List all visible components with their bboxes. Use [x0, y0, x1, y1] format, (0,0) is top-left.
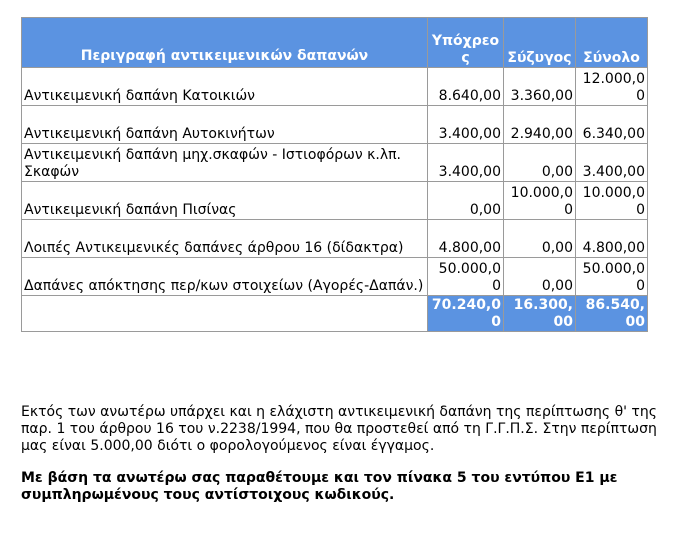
table-row: [22, 182, 648, 220]
table-row: [22, 106, 648, 144]
table-row: [22, 68, 648, 106]
row-taxpayer: 8.640,00: [428, 68, 504, 106]
row-total: 12.000,00: [576, 68, 648, 106]
header-taxpayer: Υπόχρεος: [428, 18, 504, 68]
table-row: [22, 144, 648, 182]
row-description: Αντικειμενική δαπάνη Κατοικιών: [22, 68, 428, 106]
row-spouse: 0,00: [504, 258, 576, 296]
total-spouse: 16.300,00: [504, 296, 576, 332]
row-spouse: 2.940,00: [504, 106, 576, 144]
row-spouse: 3.360,00: [504, 68, 576, 106]
row-total: 50.000,00: [576, 258, 648, 296]
row-spouse: 0,00: [504, 220, 576, 258]
note-table-reference: Με βάση τα ανωτέρω σας παραθέτουμε και τον πίνακα 5 του εντύπου Ε1 με συμπληρωμένους τους αντίστοιχους κωδικούς.: [21, 470, 618, 503]
row-description: Λοιπές Αντικειμενικές δαπάνες άρθρου 16 (δίδακτρα): [22, 220, 428, 258]
header-description: Περιγραφή αντικειμενικών δαπανών: [22, 18, 428, 68]
row-taxpayer: 0,00: [428, 182, 504, 220]
row-description: Αντικειμενική δαπάνη Πισίνας: [22, 182, 428, 220]
totals-blank-cell: [22, 296, 428, 332]
totals-row: [22, 296, 648, 332]
row-spouse: 10.000,00: [504, 182, 576, 220]
row-taxpayer: 3.400,00: [428, 144, 504, 182]
row-total: 10.000,00: [576, 182, 648, 220]
header-spouse: Σύζυγος: [504, 18, 576, 68]
header-total: Σύνολο: [576, 18, 648, 68]
note-minimum-expense: Εκτός των ανωτέρω υπάρχει και η ελάχιστη αντικειμενική δαπάνη της περίπτωσης θ' της παρ. 1 του άρθρου 16 του ν.2238/1994, που θα προστεθεί από τη Γ.Γ.Π.Σ. Στην περίπτωση μας είναι 5.000,00 διότι ο φορολογούμενος είναι έγγαμος.: [21, 404, 657, 454]
row-description: Αντικειμενική δαπάνη μηχ.σκαφών - Ιστιοφόρων κ.λπ. Σκαφών: [22, 144, 428, 182]
header-row: [22, 18, 648, 68]
row-taxpayer: 50.000,00: [428, 258, 504, 296]
table-row: [22, 258, 648, 296]
row-total: 4.800,00: [576, 220, 648, 258]
table-row: [22, 220, 648, 258]
expenses-table: [21, 17, 648, 332]
notes-section: [21, 404, 671, 504]
row-description: Δαπάνες απόκτησης περ/κων στοιχείων (Αγορές-Δαπάν.): [22, 258, 428, 296]
row-taxpayer: 4.800,00: [428, 220, 504, 258]
row-description: Αντικειμενική δαπάνη Αυτοκινήτων: [22, 106, 428, 144]
row-total: 3.400,00: [576, 144, 648, 182]
row-spouse: 0,00: [504, 144, 576, 182]
total-taxpayer: 70.240,00: [428, 296, 504, 332]
total-total: 86.540,00: [576, 296, 648, 332]
row-taxpayer: 3.400,00: [428, 106, 504, 144]
row-total: 6.340,00: [576, 106, 648, 144]
